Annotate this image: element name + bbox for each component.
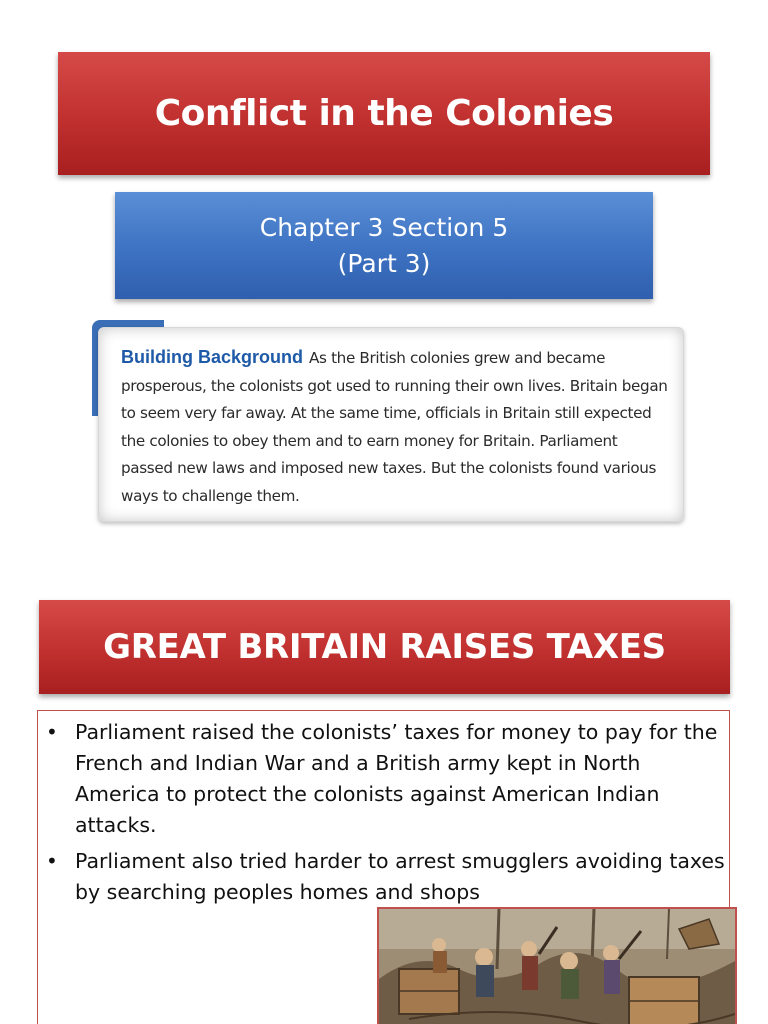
building-background-card bbox=[98, 327, 684, 522]
building-background-heading: Building Background bbox=[121, 347, 303, 367]
subtitle-part: (Part 3) bbox=[337, 248, 431, 278]
bullet-item bbox=[46, 717, 726, 841]
title-banner bbox=[58, 52, 710, 175]
bullet-dot-icon: • bbox=[46, 720, 58, 744]
section-heading: GREAT BRITAIN RAISES TAXES bbox=[103, 627, 666, 667]
building-background-text-block bbox=[121, 344, 669, 510]
bullet-item bbox=[46, 846, 726, 908]
bullet-list bbox=[46, 717, 726, 913]
slide-title: Conflict in the Colonies bbox=[154, 93, 614, 134]
building-background-text: As the British colonies grew and became prosperous, the colonists got used to running their own lives. Britain began to seem very far away. At the same time, officials in Britain still expected the colonies to obey them and to earn money for Britain. Parliament passed new laws and imposed new taxes. But the colonists found various ways to challenge them. bbox=[121, 349, 668, 505]
subtitle-chapter: Chapter 3 Section 5 bbox=[259, 212, 509, 242]
building-background-panel bbox=[92, 320, 688, 522]
section-banner bbox=[39, 600, 730, 694]
historical-illustration-image bbox=[377, 907, 737, 1024]
bullet-dot-icon: • bbox=[46, 849, 58, 873]
illustration-svg bbox=[379, 909, 735, 1024]
bullet-text: Parliament also tried harder to arrest smugglers avoiding taxes by searching peoples homes and shops bbox=[75, 849, 725, 904]
subtitle-box bbox=[115, 192, 653, 299]
bullet-text: Parliament raised the colonists’ taxes for money to pay for the French and Indian War and a British army kept in North America to protect the colonists against American Indian attacks. bbox=[75, 720, 718, 837]
